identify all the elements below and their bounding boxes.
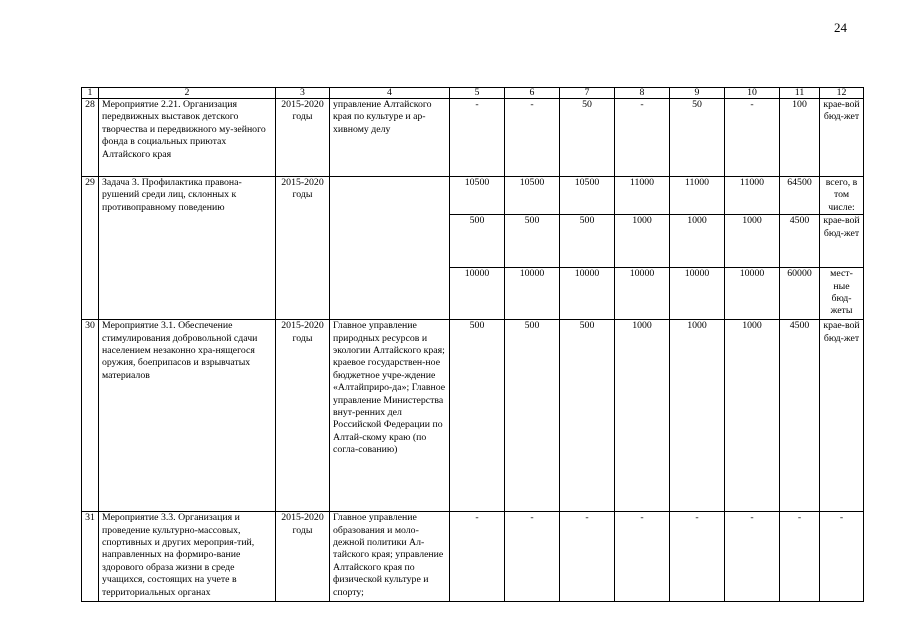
- amount-cell: 500: [560, 215, 615, 268]
- amount-cell: 500: [560, 320, 615, 512]
- period: 2015-2020 годы: [276, 512, 330, 602]
- amount-cell: 1000: [725, 215, 780, 268]
- period: 2015-2020 годы: [276, 177, 330, 320]
- amount-cell: 10000: [670, 268, 725, 320]
- activity-name: Мероприятие 3.1. Обеспечение стимулирования добровольной сдачи населением незаконно хра-нящегося оружия, боеприпасов и взрывчатых материалов: [99, 320, 276, 512]
- period: 2015-2020 годы: [276, 320, 330, 512]
- column-number: 5: [450, 88, 505, 99]
- amount-cell: -: [725, 512, 780, 602]
- amount-cell: -: [670, 512, 725, 602]
- program-activities-table: [81, 87, 864, 602]
- amount-cell: 10000: [450, 268, 505, 320]
- amount-cell: -: [505, 512, 560, 602]
- amount-cell: 11000: [670, 177, 725, 215]
- row-number: 28: [82, 99, 99, 177]
- amount-cell: 1000: [670, 320, 725, 512]
- period: 2015-2020 годы: [276, 99, 330, 177]
- amount-cell: 500: [450, 320, 505, 512]
- row-number: 30: [82, 320, 99, 512]
- table-row: [82, 320, 864, 512]
- amount-cell: -: [505, 99, 560, 177]
- column-number: 1: [82, 88, 99, 99]
- amount-cell: -: [560, 512, 615, 602]
- funding-source: крае-вой бюд-жет: [820, 320, 864, 512]
- column-number: 8: [615, 88, 670, 99]
- funding-source: крае-вой бюд-жет: [820, 215, 864, 268]
- total-cell: 100: [780, 99, 820, 177]
- amount-cell: -: [615, 512, 670, 602]
- amount-cell: 11000: [615, 177, 670, 215]
- amount-cell: 10500: [560, 177, 615, 215]
- amount-cell: 500: [505, 320, 560, 512]
- activity-name: Мероприятие 3.3. Организация и проведение культурно-массовых, спортивных и других мероприя-тий, направленных на формиро-вание здорового образа жизни в среде учащихся, состоящих на учете в территориальных органах: [99, 512, 276, 602]
- amount-cell: -: [725, 99, 780, 177]
- funding-source: мест-ные бюд-жеты: [820, 268, 864, 320]
- funding-source: всего, в том числе:: [820, 177, 864, 215]
- amount-cell: 1000: [725, 320, 780, 512]
- funding-source: крае-вой бюд-жет: [820, 99, 864, 177]
- column-number: 3: [276, 88, 330, 99]
- amount-cell: -: [615, 99, 670, 177]
- activity-name: Мероприятие 2.21. Организация передвижных выставок детского творчества и передвижного му-зейного фонда в социальных приютах Алтайского края: [99, 99, 276, 177]
- amount-cell: -: [450, 99, 505, 177]
- amount-cell: 10500: [505, 177, 560, 215]
- column-number: 4: [330, 88, 450, 99]
- amount-cell: 11000: [725, 177, 780, 215]
- amount-cell: 50: [670, 99, 725, 177]
- row-number: 29: [82, 177, 99, 320]
- executor: [330, 177, 450, 320]
- row-number: 31: [82, 512, 99, 602]
- column-number: 6: [505, 88, 560, 99]
- amount-cell: 10000: [615, 268, 670, 320]
- executor: Главное управление образования и моло-дежной политики Ал-тайского края; управление Алтайского края по физической культуре и спорту;: [330, 512, 450, 602]
- amount-cell: 500: [505, 215, 560, 268]
- page-number: 24: [834, 20, 847, 35]
- column-number-row: [82, 88, 864, 99]
- executor: Главное управление природных ресурсов и экологии Алтайского края; краевое государствен-ное бюджетное учре-ждение «Алтайприро-да»; Главное управление Министерства внут-ренних дел Российской Федерации по Алтай-скому краю (по согла-сованию): [330, 320, 450, 512]
- total-cell: 4500: [780, 320, 820, 512]
- column-number: 11: [780, 88, 820, 99]
- column-number: 9: [670, 88, 725, 99]
- column-number: 10: [725, 88, 780, 99]
- funding-source: -: [820, 512, 864, 602]
- amount-cell: 50: [560, 99, 615, 177]
- column-number: 7: [560, 88, 615, 99]
- amount-cell: 1000: [615, 320, 670, 512]
- total-cell: 4500: [780, 215, 820, 268]
- amount-cell: 10000: [505, 268, 560, 320]
- amount-cell: 1000: [615, 215, 670, 268]
- amount-cell: 10000: [725, 268, 780, 320]
- total-cell: 60000: [780, 268, 820, 320]
- table-row: [82, 177, 864, 215]
- task-name: Задача 3. Профилактика правона-рушений среди лиц, склонных к противоправному поведению: [99, 177, 276, 320]
- table-row: [82, 99, 864, 177]
- total-cell: -: [780, 512, 820, 602]
- column-number: 2: [99, 88, 276, 99]
- executor: управление Алтайского края по культуре и ар-хивному делу: [330, 99, 450, 177]
- table-row: [82, 512, 864, 602]
- amount-cell: 10000: [560, 268, 615, 320]
- column-number: 12: [820, 88, 864, 99]
- amount-cell: 1000: [670, 215, 725, 268]
- total-cell: 64500: [780, 177, 820, 215]
- amount-cell: 500: [450, 215, 505, 268]
- amount-cell: 10500: [450, 177, 505, 215]
- amount-cell: -: [450, 512, 505, 602]
